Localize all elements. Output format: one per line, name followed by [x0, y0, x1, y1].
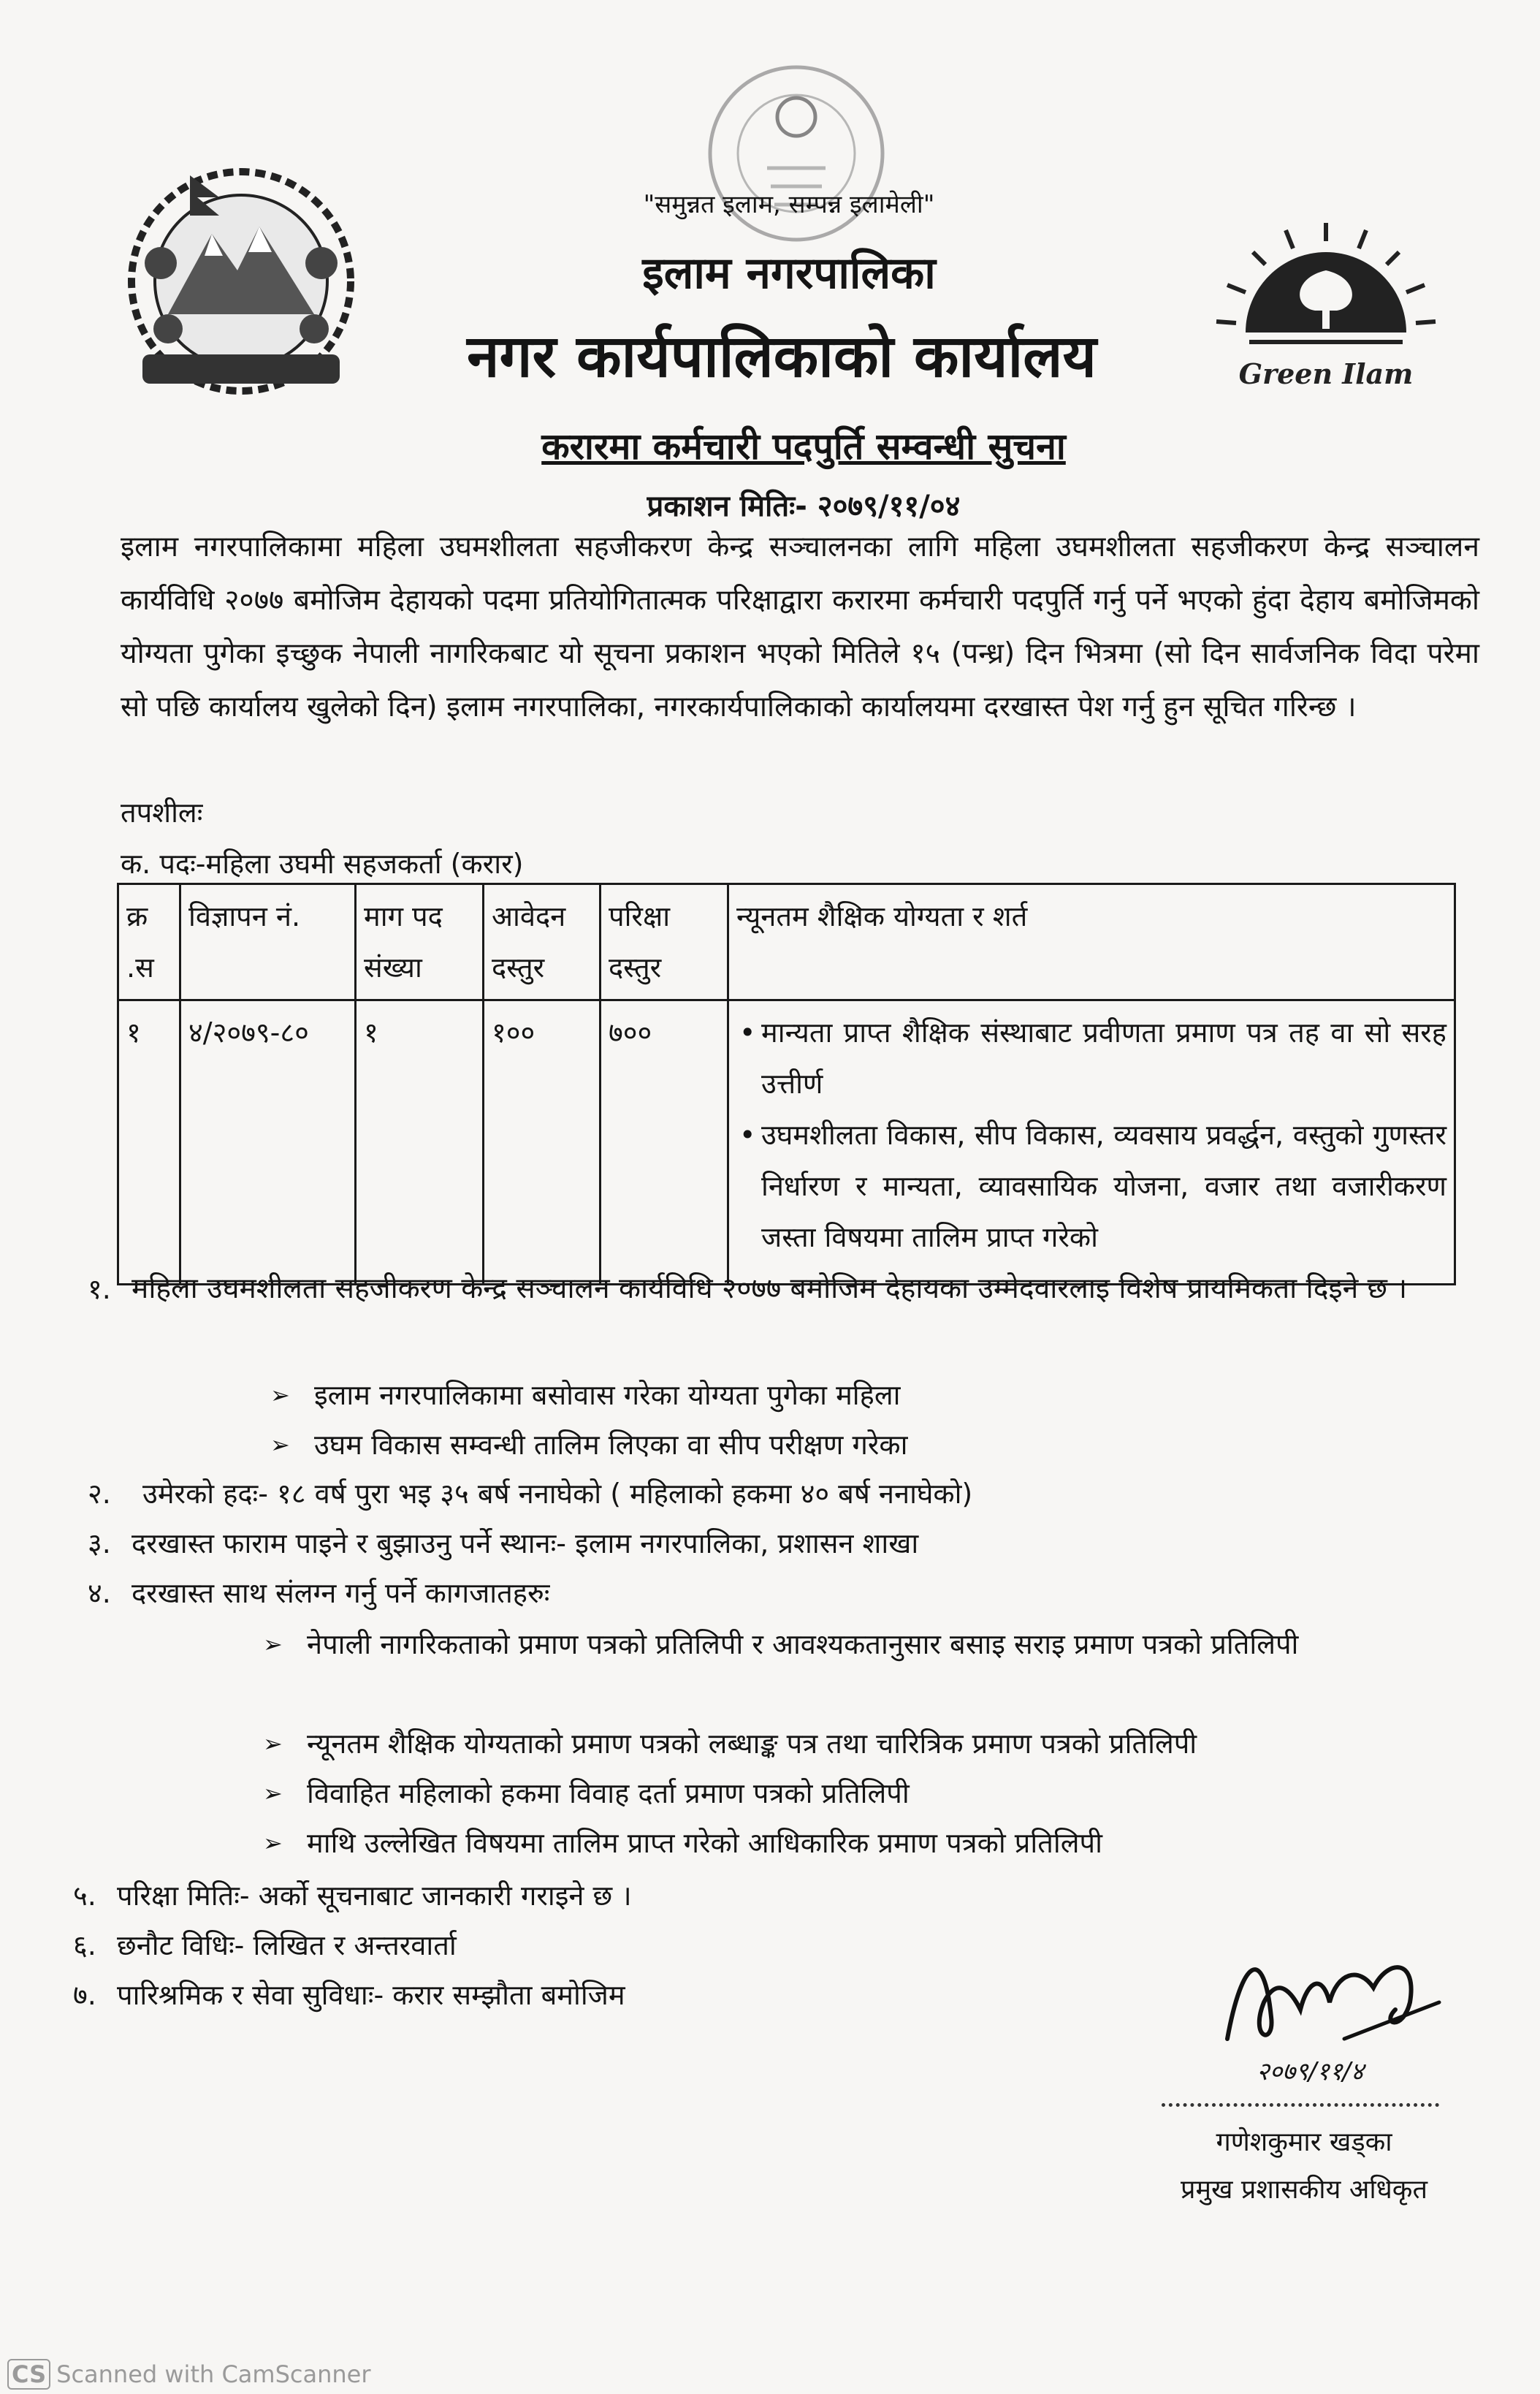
notice-subject: करारमा कर्मचारी पदपुर्ति सम्वन्धी सुचना — [541, 425, 1066, 468]
col-header-sn: क्र .स — [118, 884, 180, 1000]
point-4-sub-item: ➢ नेपाली नागरिकताको प्रमाण पत्रको प्रतिलिपी र आवश्यकतानुसार बसाइ सराइ प्रमाण पत्रको प्रतिलिपी — [307, 1619, 1476, 1669]
table-row — [118, 1000, 1455, 1285]
col-header-adv-no: विज्ञापन नं. — [180, 884, 356, 1000]
requirement-item: • मान्यता प्राप्त शैक्षिक संस्थाबाट प्रवीणता प्रमाण पत्र तह वा सो सरह उत्तीर्ण — [761, 1007, 1446, 1109]
signatory-name: गणेशकुमार खड्का — [1216, 2127, 1392, 2157]
signature-dotted-line — [1162, 2103, 1439, 2107]
point-4-sub-item: ➢ माथि उल्लेखित विषयमा तालिम प्राप्त गरेको आधिकारिक प्रमाण पत्रको प्रतिलिपी — [307, 1818, 1102, 1868]
point-6-text: छनौट विधिः- लिखित र अन्तरवार्ता — [117, 1929, 457, 1961]
vacancy-table — [117, 883, 1456, 1285]
motto: "समुन्नत इलाम, सम्पन्न इलामेली" — [643, 190, 935, 219]
intro-paragraph: इलाम नगरपालिकामा महिला उघमशीलता सहजीकरण केन्द्र सञ्चालनका लागि महिला उघमशीलता सहजीकरण केन्द्र सञ्चालन कार्यविधि २०७७ बमोजिम देहायको पदमा प्रतियोगितात्मक परिक्षाद्वारा करारमा कर्मचारी पदपुर्ति गर्नु पर्ने भएको हुंदा देहाय बमोजिमको योग्यता पुगेका इच्छुक नेपाली नागरिकबाट यो सूचना प्रकाशन भएको मितिले १५ (पन्ध्र) दिन भित्रमा (सो दिन सार्वजनिक विदा परेमा सो पछि कार्यालय खुलेको दिन) इलाम नगरपालिका, नगरकार्यपालिकाको कार्यालयमा दरखास्त पेश गर्नु हुन सूचित गरिन्छ । — [121, 531, 1479, 723]
arrow-bullet-icon: ➢ — [270, 1431, 290, 1459]
point-number: ४. — [88, 1577, 111, 1609]
table-header-row — [118, 884, 1455, 1000]
office-stamp — [701, 58, 891, 248]
point-1-text: महिला उघमशीलता सहजीकरण केन्द्र सञ्चालन कार्यविधि २०७७ बमोजिम देहायका उम्मेदवारलाइ विशेष प्रायमिकता दिइने छ । — [131, 1272, 1408, 1305]
cell-sn: १ — [118, 1000, 180, 1285]
org-name: इलाम नगरपालिका — [642, 248, 936, 299]
signatory-title: प्रमुख प्रशासकीय अधिकृत — [1181, 2175, 1427, 2205]
point-7-text: पारिश्रमिक र सेवा सुविधाः- करार सम्झौता बमोजिम — [117, 1979, 625, 2011]
point-number: ३. — [88, 1527, 111, 1559]
point-4-sub-item: ➢ विवाहित महिलाको हकमा विवाह दर्ता प्रमाण पत्रको प्रतिलिपी — [307, 1768, 910, 1818]
arrow-bullet-icon: ➢ — [263, 1779, 283, 1807]
green-ilam-logo — [1205, 219, 1446, 395]
point-1-sub-item: ➢ उघम विकास सम्वन्धी तालिम लिएका वा सीप परीक्षण गरेका — [314, 1420, 907, 1470]
requirement-item: • उघमशीलता विकास, सीप विकास, व्यवसाय प्रवर्द्धन, वस्तुको गुणस्तर निर्धारण र मान्यता, व्यावसायिक योजना, वजार तथा वजारीकरण जस्ता विषयमा तालिम प्राप्त गरेको — [761, 1109, 1446, 1263]
col-header-posts: माग पद संख्या — [356, 884, 484, 1000]
office-name: नगर कार्यपालिकाको कार्यालय — [467, 322, 1097, 390]
point-number: ७. — [73, 1979, 96, 2011]
point-4-sub-item: ➢ न्यूनतम शैक्षिक योग्यताको प्रमाण पत्रको लब्धाङ्क पत्र तथा चारित्रिक प्रमाण पत्रको प्रतिलिपी — [307, 1719, 1197, 1768]
col-header-exam-fee: परिक्षा दस्तुर — [601, 884, 728, 1000]
camscanner-watermark — [7, 2359, 370, 2390]
point-number: ५. — [73, 1880, 96, 1912]
arrow-bullet-icon: ➢ — [270, 1381, 290, 1409]
arrow-bullet-icon: ➢ — [263, 1730, 283, 1758]
cell-exam-fee: ७०० — [601, 1000, 728, 1285]
nepal-emblem-logo — [102, 146, 380, 409]
camscanner-text: Scanned with CamScanner — [56, 2360, 371, 2388]
arrow-bullet-icon: ➢ — [263, 1630, 283, 1658]
camscanner-icon: CS — [7, 2359, 50, 2390]
point-number: १. — [88, 1273, 111, 1305]
green-ilam-text: Green Ilam — [1238, 357, 1414, 390]
point-number: २. — [88, 1478, 111, 1510]
publication-date: प्रकाशन मितिः- २०७९/११/०४ — [647, 490, 961, 523]
col-header-app-fee: आवेदन दस्तुर — [484, 884, 601, 1000]
point-5-text: परिक्षा मितिः- अर्को सूचनाबाट जानकारी गराइने छ । — [117, 1880, 632, 1912]
point-number: ६. — [73, 1929, 96, 1961]
col-header-requirements: न्यूनतम शैक्षिक योग्यता र शर्त — [728, 884, 1455, 1000]
signature-date: २०७९/११/४ — [1257, 2057, 1364, 2086]
point-3-text: दरखास्त फाराम पाइने र बुझाउनु पर्ने स्थानः- इलाम नगरपालिका, प्रशासन शाखा — [131, 1527, 919, 1559]
cell-adv-no: ४/२०७९-८० — [180, 1000, 356, 1285]
point-1-sub-item: ➢ इलाम नगरपालिकामा बसोवास गरेका योग्यता पुगेका महिला — [314, 1370, 900, 1420]
point-4-text: दरखास्त साथ संलग्न गर्नु पर्ने कागजातहरुः — [131, 1577, 550, 1609]
cell-posts: १ — [356, 1000, 484, 1285]
details-label: तपशीलः — [121, 797, 203, 829]
point-2-text: उमेरको हदः- १८ वर्ष पुरा भइ ३५ बर्ष ननाघेको ( महिलाको हकमा ४० बर्ष ननाघेको) — [142, 1478, 973, 1510]
arrow-bullet-icon: ➢ — [263, 1829, 283, 1857]
cell-requirements — [728, 1000, 1455, 1285]
post-label: क. पदः-महिला उघमी सहजकर्ता (करार) — [121, 848, 524, 880]
cell-app-fee: १०० — [484, 1000, 601, 1285]
